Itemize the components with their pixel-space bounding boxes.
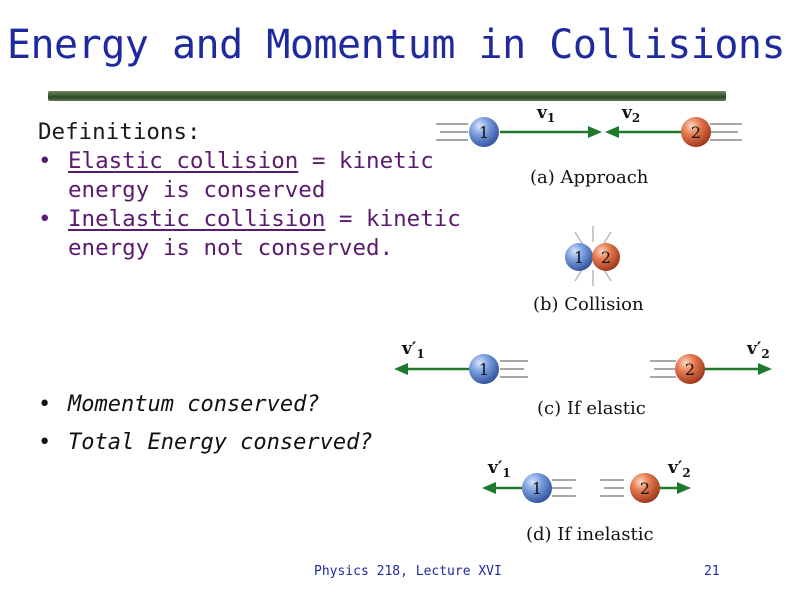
v2-prime-symbol: v′ xyxy=(668,458,683,478)
v2-subscript: 2 xyxy=(631,111,641,125)
inelastic-definition: = kinetic energy is not conserved. xyxy=(68,206,461,261)
v1-subscript: 1 xyxy=(416,347,425,361)
v1-subscript: 1 xyxy=(502,466,511,480)
slide-title: Energy and Momentum in Collisions xyxy=(6,22,786,68)
slide-footer: Physics 218, Lecture XVI xyxy=(314,564,502,579)
velocity-v2-prime-label xyxy=(667,458,691,480)
v1-prime-symbol: v′ xyxy=(402,339,417,359)
elastic-term: Elastic collision xyxy=(68,148,299,174)
velocity-arrow xyxy=(605,126,682,138)
velocity-v1-prime-label xyxy=(487,458,511,480)
caption-inelastic: (d) If inelastic xyxy=(526,524,654,545)
ball-1 xyxy=(522,473,552,503)
ball-2 xyxy=(592,243,620,271)
ball-1-label: 1 xyxy=(478,123,490,142)
ball-1 xyxy=(469,354,499,384)
bullet-dot: • xyxy=(38,392,52,417)
ball-2 xyxy=(675,354,705,384)
velocity-v2-prime-label xyxy=(746,339,770,361)
inelastic-term: Inelastic collision xyxy=(68,206,326,232)
motion-lines xyxy=(552,480,624,496)
velocity-arrow xyxy=(500,126,602,138)
elastic-definition: = kinetic energy is conserved xyxy=(68,148,434,203)
velocity-v2-label xyxy=(621,103,640,125)
ball-2-label: 2 xyxy=(684,360,696,379)
panel-elastic xyxy=(394,339,772,419)
bullet-dot: • xyxy=(38,148,52,174)
ball-1-label: 1 xyxy=(573,248,585,267)
panel-approach xyxy=(436,103,742,188)
v2-subscript: 2 xyxy=(761,347,770,361)
v1-symbol: v xyxy=(537,103,547,123)
ball-2 xyxy=(681,117,711,147)
velocity-v1-prime-label xyxy=(401,339,425,361)
ball-1-label: 1 xyxy=(531,479,543,498)
ball-1 xyxy=(469,117,499,147)
question-energy: Total Energy conserved? xyxy=(68,430,373,455)
definitions-heading: Definitions: xyxy=(38,119,201,145)
panel-collision xyxy=(533,226,644,315)
page-number: 21 xyxy=(704,564,720,579)
v1-subscript: 1 xyxy=(546,111,556,125)
panel-inelastic xyxy=(482,458,691,545)
ball-1 xyxy=(565,243,593,271)
caption-elastic: (c) If elastic xyxy=(537,398,646,419)
bullet-dot: • xyxy=(38,430,52,455)
bullet-dot: • xyxy=(38,206,52,232)
ball-2 xyxy=(630,473,660,503)
velocity-arrow xyxy=(482,482,522,494)
caption-collision: (b) Collision xyxy=(533,294,644,315)
velocity-arrow xyxy=(660,482,691,494)
ball-2-label: 2 xyxy=(600,248,612,267)
v2-subscript: 2 xyxy=(682,466,691,480)
velocity-v1-label xyxy=(536,103,555,125)
velocity-arrow xyxy=(704,363,772,375)
velocity-arrow xyxy=(394,363,480,375)
ball-2-label: 2 xyxy=(639,479,651,498)
v1-prime-symbol: v′ xyxy=(488,458,503,478)
motion-lines xyxy=(500,361,676,377)
caption-approach: (a) Approach xyxy=(530,167,649,188)
ball-1-label: 1 xyxy=(478,360,490,379)
v2-prime-symbol: v′ xyxy=(747,339,762,359)
question-momentum: Momentum conserved? xyxy=(68,392,320,417)
ball-2-label: 2 xyxy=(690,123,702,142)
v2-symbol: v xyxy=(622,103,632,123)
